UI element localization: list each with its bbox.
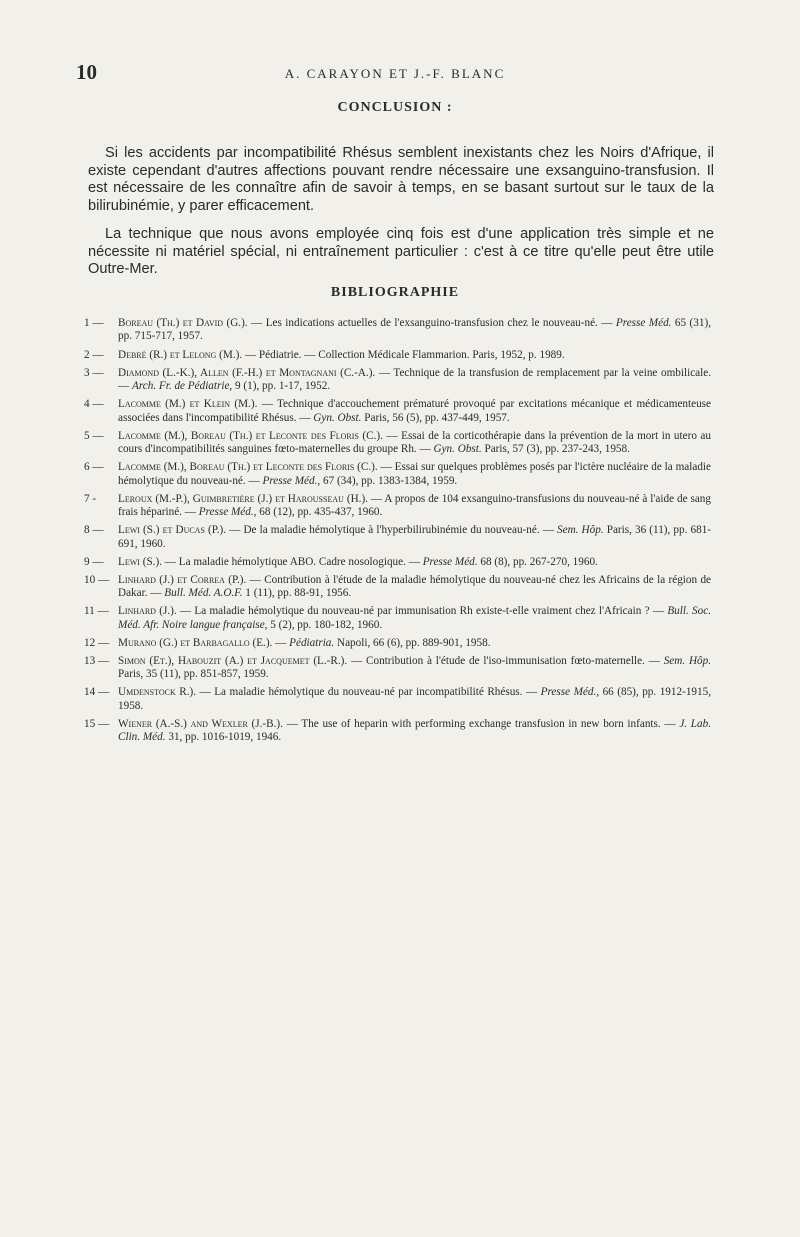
entry-authors: Umdenstock R.). [118,686,197,699]
entry-authors: Leroux (M.-P.), Guimbretière (J.) et Harousseau (H.). [118,492,368,505]
bibliography-entry [84,605,711,632]
entry-number: 5 — [84,429,104,442]
entry-authors: Linhard (J.). [118,605,177,618]
entry-authors: Lewi (S.) et Ducas (P.). [118,524,227,537]
entry-number: 1 — [84,317,104,329]
entry-authors: Lewi (S.). [118,555,162,568]
entry-source: Presse Méd., [262,474,321,487]
entry-number: 7 - [84,492,97,505]
entry-details: Paris, 57 (3), pp. 237-243, 1958. [481,443,630,455]
entry-source: Sem. Hôp. [557,524,604,537]
bibliography-entry [84,718,711,745]
entry-authors: Diamond (L.-K.), Allen (F.-H.) et Montagnani (C.-A.). [118,366,376,379]
entry-details: 68 (12), pp. 435-437, 1960. [256,506,383,518]
running-head: A. CARAYON ET J.-F. BLANC [284,66,506,81]
entry-number: 15 — [84,717,110,730]
entry-details: 1 (11), pp. 88-91, 1956. [242,587,352,600]
entry-number: 3 — [84,366,104,379]
conclusion-paragraph: La technique que nous avons employée cinq fois est d'une application très simple et ne nécessite ni matériel spécial, ni entraînement particulier : c'est à ce titre qu'elle peut être utile Outre-Mer. [88,226,714,277]
entry-authors: Murano (G.) et Barbagallo (E.). [118,636,273,649]
entry-number: 10 — [84,573,110,586]
entry-authors: Simon (Et.), Habouzit (A.) et Jacquemet (L.-R.). [118,654,348,667]
entry-text: — Pédiatrie. — Collection Médicale Flammarion. Paris, 1952, p. 1989. [242,348,565,361]
entry-details: 5 (2), pp. 180-182, 1960. [267,618,383,631]
entry-number: 9 — [84,555,104,568]
entry-source: Gyn. Obst. [313,411,362,424]
entry-details: Napoli, 66 (6), pp. 889-901, 1958. [334,636,491,649]
entry-text: — De la maladie hémolytique à l'hyperbilirubinémie du nouveau-né. — [226,524,558,537]
entry-source: Bull. Méd. A.O.F. [164,587,243,600]
bibliography-entry [84,524,711,551]
entry-details: 65 (31), pp. 715-717, 1957. [118,317,711,343]
entry-authors: Lacomme (M.) et Klein (M.). [118,398,258,411]
entry-number: 14 — [84,686,110,699]
entry-text: — Essai sur quelques problèmes posés par l'ictère nucléaire de la maladie hémolytique du nouveau-né. — [118,461,711,487]
entry-source: Arch. Fr. de Pédiatrie, [131,380,233,392]
entry-details: Paris, 56 (5), pp. 437-449, 1957. [361,411,510,424]
entry-details: 67 (34), pp. 1383-1384, 1959. [320,474,458,487]
entry-text: — Essai de la corticothérapie dans la prévention de la mort in utero au cours d'incompatibilités sanguines fœto-maternelles du groupe Rh. — [118,429,711,455]
entry-number: 11 — [84,605,109,618]
entry-source: Gyn. Obst. [433,443,482,455]
entry-details: Paris, 35 (11), pp. 851-857, 1959. [118,668,269,681]
entry-source: Sem. Hôp. [663,654,712,667]
entry-text: — [272,636,290,649]
entry-number: 13 — [84,654,110,667]
entry-source: Presse Méd., [540,686,600,699]
entry-details: Paris, 36 (11), pp. 681-691, 1960. [118,524,712,550]
entry-text: — La maladie hémolytique ABO. Cadre nosologique. — [162,555,423,568]
entry-details: 9 (1), pp. 1-17, 1952. [232,380,331,392]
entry-text: — Contribution à l'étude de l'iso-immunisation fœto-maternelle. — [347,654,664,667]
bibliography-entry [84,637,711,650]
entry-source: Bull. Soc. Méd. Afr. Noire langue française, [118,605,711,631]
entry-authors: Wiener (A.-S.) and Wexler (J.-B.). [118,717,283,730]
entry-number: 12 — [84,636,110,649]
entry-text: — Les indications actuelles de l'exsanguino-transfusion chez le nouveau-né. — [247,317,616,329]
entry-source: Presse Méd. [615,317,672,329]
bibliography-entry [84,349,711,362]
entry-source: Presse Méd., [198,506,257,518]
entry-number: 4 — [84,398,104,411]
bibliography-entry [84,556,711,569]
entry-text: — Contribution à l'étude de la maladie hémolytique du nouveau-né chez les Africains de la région de Dakar. — [118,573,711,600]
entry-authors: Linhard (J.) et Correa (P.). [118,573,247,586]
entry-authors: Boreau (Th.) et David (G.). [118,317,248,329]
entry-source: Presse Méd. [422,555,478,568]
bibliography-entry [84,317,711,344]
bibliography-entry [84,655,711,682]
bibliography-entry [84,686,711,713]
page-header [76,60,714,90]
bibliography-entry [84,398,711,425]
entry-text: — A propos de 104 exsanguino-transfusions du nouveau-né à l'aide de sang frais hépariné. — [118,492,711,518]
entry-source: Pédiatria. [289,636,335,649]
entry-number: 6 — [84,461,104,474]
bibliography-entry [84,367,711,394]
entry-text: — Technique de la transfusion de remplacement par la veine ombilicale. — [118,366,711,392]
bibliography-list [84,317,711,749]
entry-authors: Lacomme (M.), Boreau (Th.) et Leconte des Floris (C.). [118,461,378,474]
entry-details: 68 (8), pp. 267-270, 1960. [477,555,598,568]
bibliography-entry [84,430,711,457]
entry-source: J. Lab. Clin. Méd. [118,717,712,744]
entry-text: — La maladie hémolytique du nouveau-né par immunisation Rh existe-t-elle vraiment chez l'Africain ? — [176,605,668,618]
entry-number: 8 — [84,524,104,537]
entry-text: — Technique d'accouchement prématuré provoqué par excitations mécanique et médicamenteuse associées dans l'incompatibilité Rhésus. — [118,398,711,424]
bibliography-title: BIBLIOGRAPHIE [330,285,460,300]
conclusion-body [88,145,714,290]
entry-details: 66 (85), pp. 1912-1915, 1958. [118,686,711,712]
conclusion-title: CONCLUSION : [337,100,453,115]
bibliography-entry [84,574,711,601]
entry-details: 31, pp. 1016-1019, 1946. [165,731,282,744]
entry-text: — La maladie hémolytique du nouveau-né par incompatibilité Rhésus. — [196,686,541,699]
conclusion-paragraph: Si les accidents par incompatibilité Rhésus semblent inexistants chez les Noirs d'Afrique, il existe cependant d'autres affections pouvant rendre nécessaire une exsanguino-transfusion. Il est nécessaire de les connaître afin de savoir à temps, en se basant surtout sur le taux de la bilirubinémie, y parer efficacement. [88,145,714,214]
bibliography-entry [84,493,711,520]
bibliography-entry [84,461,711,488]
entry-number: 2 — [84,348,104,361]
entry-authors: Debré (R.) et Lelong (M.). [118,348,243,361]
page-number: 10 [76,60,97,84]
entry-authors: Lacomme (M.), Boreau (Th.) et Leconte des Floris (C.). [118,429,383,442]
entry-text: — The use of heparin with performing exchange transfusion in new born infants. — [282,717,680,730]
